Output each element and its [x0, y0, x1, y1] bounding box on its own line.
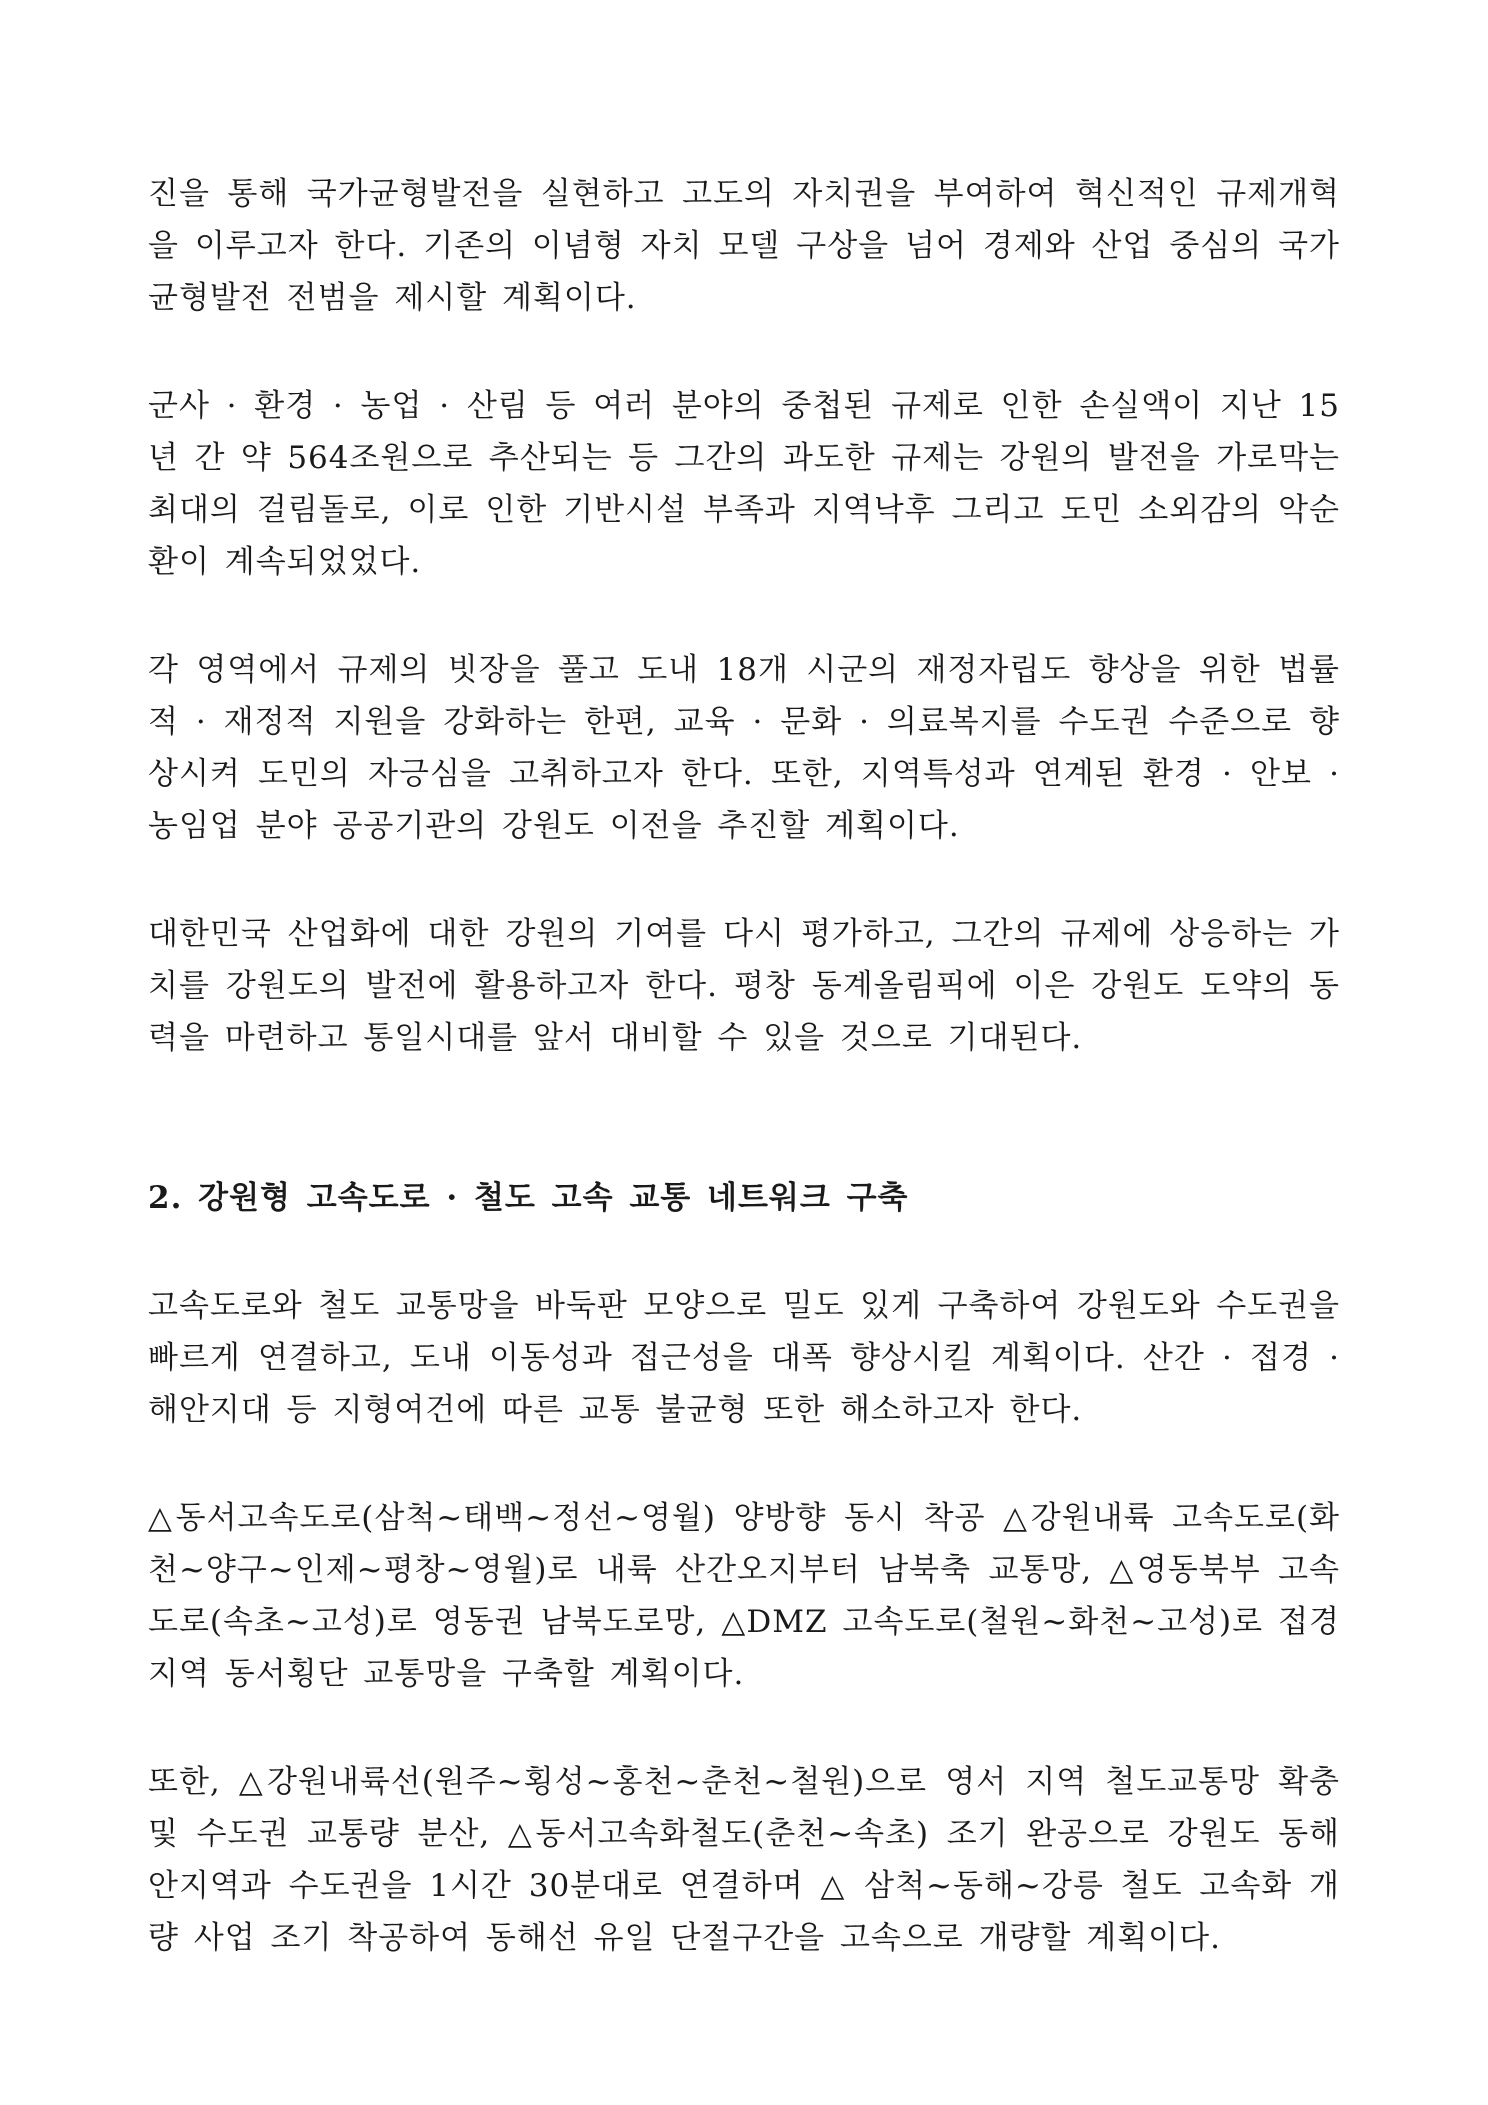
paragraph-spacer: [148, 1224, 1340, 1280]
paragraph-deregulation-support: 각 영역에서 규제의 빗장을 풀고 도내 18개 시군의 재정자립도 향상을 위한 법률적 · 재정적 지원을 강화하는 한편, 교육 · 문화 · 의료복지를 수도권 수준으로 향상시켜 도민의 자긍심을 고취하고자 한다. 또한, 지역특성과 연계된 환경 · 안보 · 농임업 분야 공공기관의 강원도 이전을 추진할 계획이다.: [148, 652, 1340, 844]
paragraph-grid-network: 고속도로와 철도 교통망을 바둑판 모양으로 밀도 있게 구축하여 강원도와 수도권을 빠르게 연결하고, 도내 이동성과 접근성을 대폭 향상시킬 계획이다. 산간 · 접경 · 해안지대 등 지형여건에 따른 교통 불균형 또한 해소하고자 한다.: [148, 1288, 1340, 1428]
paragraph-spacer: [148, 1436, 1340, 1492]
paragraph-spacer: [148, 852, 1340, 908]
paragraph-railways: 또한, △강원내륙선(원주~횡성~홍천~춘천~철원)으로 영서 지역 철도교통망 확충 및 수도권 교통량 분산, △동서고속화철도(춘천~속초) 조기 완공으로 강원도 동해안지역과 수도권을 1시간 30분대로 연결하며 △ 삼척~동해~강릉 철도 고속화 개량 사업 조기 착공하여 동해선 유일 단절구간을 고속으로 개량할 계획이다.: [148, 1764, 1340, 1956]
paragraph-regulation-losses: 군사 · 환경 · 농업 · 산림 등 여러 분야의 중첩된 규제로 인한 손실액이 지난 15년 간 약 564조원으로 추산되는 등 그간의 과도한 규제는 강원의 발전을 가로막는 최대의 걸림돌로, 이로 인한 기반시설 부족과 지역낙후 그리고 도민 소외감의 악순환이 계속되었었다.: [148, 388, 1340, 580]
paragraph-balanced-development: 진을 통해 국가균형발전을 실현하고 고도의 자치권을 부여하여 혁신적인 규제개혁을 이루고자 한다. 기존의 이념형 자치 모델 구상을 넘어 경제와 산업 중심의 국가균형발전 전범을 제시할 계획이다.: [148, 176, 1340, 316]
section-heading-transport-network: 2. 강원형 고속도로 · 철도 고속 교통 네트워크 구축: [148, 1180, 909, 1216]
document-body: [148, 168, 1340, 1964]
paragraph-expressways: △동서고속도로(삼척~태백~정선~영월) 양방향 동시 착공 △강원내륙 고속도로(화천~양구~인제~평창~영월)로 내륙 산간오지부터 남북축 교통망, △영동북부 고속도로(속초~고성)로 영동권 남북도로망, △DMZ 고속도로(철원~화천~고성)로 접경지역 동서횡단 교통망을 구축할 계획이다.: [148, 1500, 1340, 1692]
paragraph-spacer: [148, 324, 1340, 380]
section-spacer: [148, 1064, 1340, 1172]
paragraph-spacer: [148, 1700, 1340, 1756]
paragraph-industrialization-contribution: 대한민국 산업화에 대한 강원의 기여를 다시 평가하고, 그간의 규제에 상응하는 가치를 강원도의 발전에 활용하고자 한다. 평창 동계올림픽에 이은 강원도 도약의 동력을 마련하고 통일시대를 앞서 대비할 수 있을 것으로 기대된다.: [148, 916, 1340, 1056]
paragraph-spacer: [148, 588, 1340, 644]
